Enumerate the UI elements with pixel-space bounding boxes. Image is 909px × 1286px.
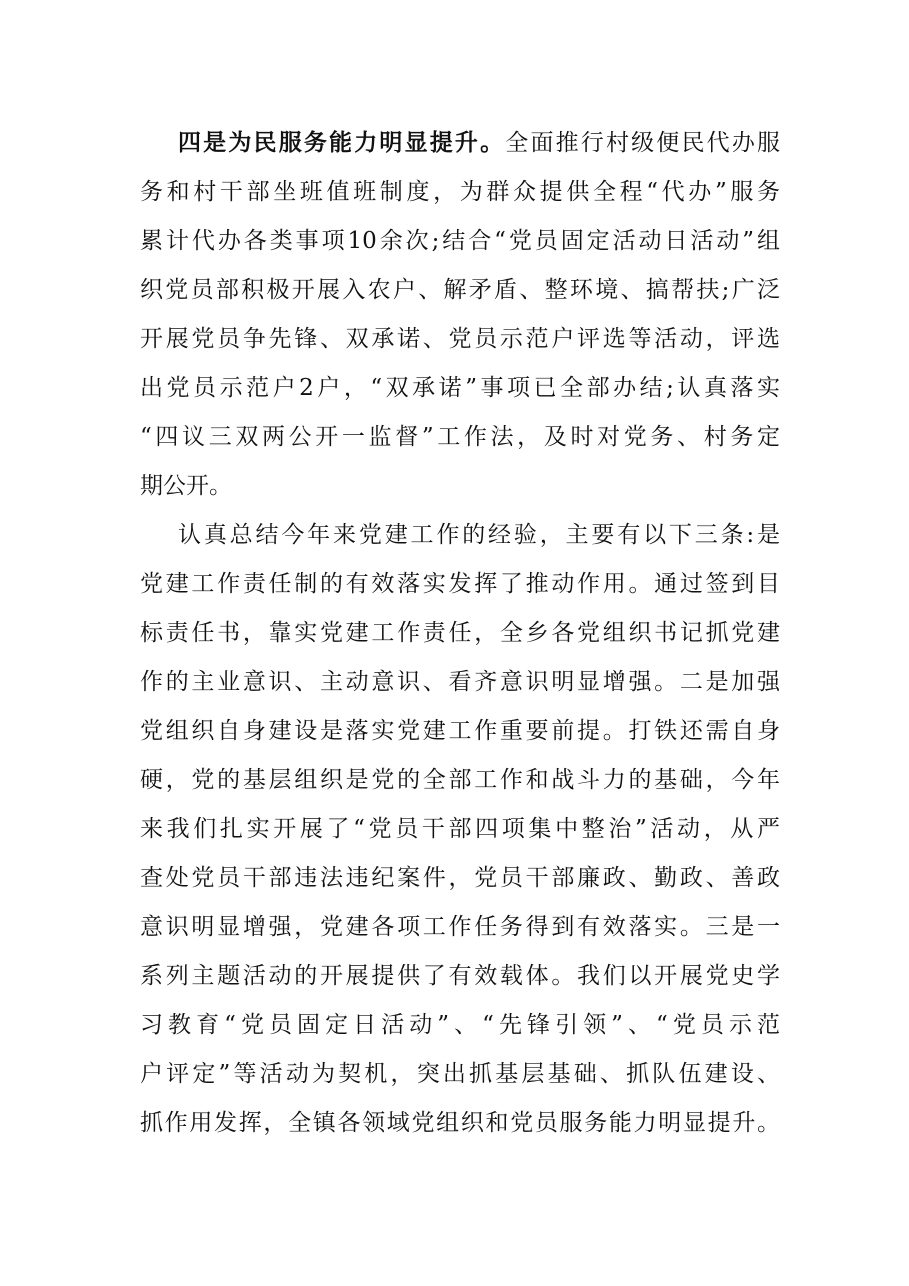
paragraph-2-line-13: 抓作用发挥，全镇各领域党组织和党员服务能力明显提升。	[140, 1110, 780, 1136]
paragraph-2-line-10: 系列主题活动的开展提供了有效载体。我们以开展党史学	[140, 963, 780, 989]
paragraph-1-lead: 四是为民服务能力明显提升。	[178, 130, 506, 156]
paragraph-2-line-3: 标责任书，靠实党建工作责任，全乡各党组织书记抓党建	[140, 620, 780, 646]
paragraph-1-line-8: 期公开。	[140, 473, 232, 499]
paragraph-2-line-11: 习教育“党员固定日活动”、“先锋引领”、“党员示范	[140, 1012, 780, 1038]
paragraph-2-line-8: 查处党员干部违法违纪案件，党员干部廉政、勤政、善政	[140, 865, 780, 891]
paragraph-1-line-1	[178, 128, 780, 158]
paragraph-2-line-12: 户评定”等活动为契机，突出抓基层基础、抓队伍建设、	[140, 1061, 780, 1087]
paragraph-1-line-7: “四议三双两公开一监督”工作法，及时对党务、村务定	[140, 424, 780, 450]
paragraph-1-line-4: 织党员部积极开展入农户、解矛盾、整环境、搞帮扶;广泛	[140, 277, 780, 303]
paragraph-1-line-6: 出党员示范户2户，“双承诺”事项已全部办结;认真落实	[140, 375, 780, 401]
paragraph-2-line-2: 党建工作责任制的有效落实发挥了推动作用。通过签到目	[140, 571, 780, 597]
paragraph-1-line-3: 累计代办各类事项10余次;结合“党员固定活动日活动”组	[140, 228, 780, 254]
paragraph-2-line-7: 来我们扎实开展了“党员干部四项集中整治”活动，从严	[140, 816, 780, 842]
paragraph-2-line-4: 作的主业意识、主动意识、看齐意识明显增强。二是加强	[140, 669, 780, 695]
paragraph-2-line-1: 认真总结今年来党建工作的经验，主要有以下三条:是	[178, 522, 780, 548]
paragraph-1-line-2: 务和村干部坐班值班制度，为群众提供全程“代办”服务	[140, 179, 780, 205]
paragraph-2-line-9: 意识明显增强，党建各项工作任务得到有效落实。三是一	[140, 914, 780, 940]
paragraph-1-line-5: 开展党员争先锋、双承诺、党员示范户评选等活动，评选	[140, 326, 780, 352]
paragraph-2-line-5: 党组织自身建设是落实党建工作重要前提。打铁还需自身	[140, 718, 780, 744]
paragraph-1-line-1-text: 全面推行村级便民代办服	[505, 130, 781, 156]
paragraph-2-line-6: 硬，党的基层组织是党的全部工作和战斗力的基础，今年	[140, 767, 780, 793]
